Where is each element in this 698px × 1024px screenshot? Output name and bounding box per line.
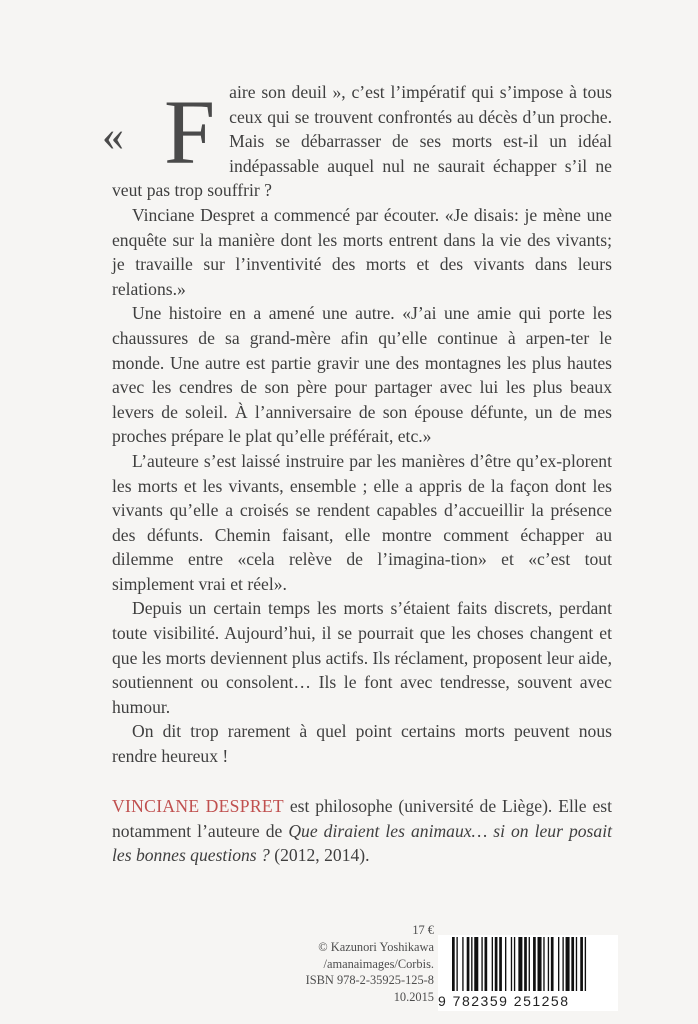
paragraph-1: aire son deuil », c’est l’impératif qui s’impose à tous ceux qui se trouvent confrontés au décès d’un proche. Mais se débarrasser de ses morts est-il un idéal indépassable auquel nul ne saurait échapper s’il ne veut pas trop souffrir ?: [112, 82, 612, 201]
photo-credit-line-1: © Kazunori Yoshikawa: [318, 939, 434, 954]
barcode-digits: 9 782359 251258: [438, 993, 570, 1009]
opening-quote-mark: «: [102, 111, 124, 160]
bio-text-2: (2012, 2014).: [269, 845, 370, 866]
paragraph-6: On dit trop rarement à quel point certains morts peuvent nous rendre heureux !: [112, 721, 612, 767]
author-bio: [112, 794, 612, 868]
barcode-bars: [438, 935, 618, 993]
paragraph-3: Une histoire en a amené une autre. «J’ai une amie qui porte les chaussures de sa grand-mère afin qu’elle continue à arpen-ter le monde. Une autre est partie gravir une des montagnes les plus hautes avec les cendres de son père pour partager avec lui les plus beaux levers de soleil. À l’anniversaire de son épouse défunte, un de mes proches prépare le plat qu’elle préférait, etc.»: [112, 303, 612, 447]
opening-paragraph: [102, 80, 612, 203]
book-title: Que diraient les animaux… si on leur posait les bonnes questions ?: [112, 820, 612, 866]
photo-credit-line-2: /amanaimages/Corbis.: [323, 956, 434, 971]
author-name: VINCIANE DESPRET: [112, 796, 284, 816]
bio-text-1: est philosophe (université de Liège). Elle est notamment l’auteure de: [112, 796, 612, 841]
paragraph-2: Vinciane Despret a commencé par écouter. «Je disais: je mène une enquête sur la manière dont les morts entrent dans la vie des vivants; je travaille sur l’inventivité des morts et des vivants dans leurs relations.»: [112, 204, 612, 299]
print-date: 10.2015: [393, 990, 434, 1005]
isbn: ISBN 978-2-35925-125-8: [305, 973, 434, 988]
paragraph-5: Depuis un certain temps les morts s’étaient faits discrets, perdant toute visibilité. Aujourd’hui, il se pourrait que les choses changent et que les morts deviennent plus actifs. Ils réclament, proposent leur aide, soutiennent ou consolent… Ils le font avec tendresse, souvent avec humour.: [112, 598, 612, 717]
blurb-text: [102, 80, 612, 769]
credits-block: [306, 922, 434, 1006]
paragraph-4: L’auteure s’est laissé instruire par les manières d’être qu’ex-plorent les morts et les vivants, ensemble ; elle a appris de la façon dont les vivants qu’elle a croisés se rendent capables d’accueillir la présence des défunts. Chemin faisant, elle montre comment échapper au dilemme entre «cela relève de l’imagina-tion» et «c’est tout simplement vrai et réel».: [112, 450, 612, 594]
price: 17 €: [412, 923, 434, 937]
author-bio-text: [112, 794, 612, 868]
drop-cap: F: [164, 81, 216, 183]
